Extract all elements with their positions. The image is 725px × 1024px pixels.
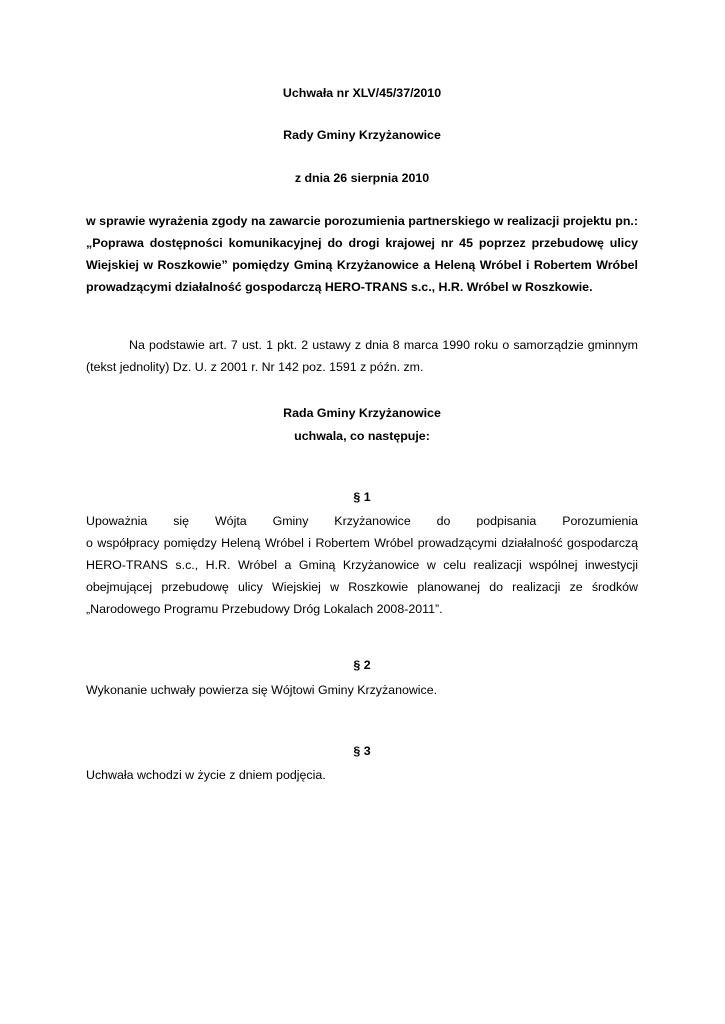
section-3-line: Uchwała wchodzi w życie z dniem podjęcia. [86,768,326,782]
legal-basis [86,334,638,378]
section-1-line: „Narodowego Programu Przebudowy Dróg Lokalach 2008-2011”. [86,602,443,616]
subject-line: prowadzącymi działalność gospodarczą HERO-TRANS s.c., H.R. Wróbel w Roszkowie. [86,280,593,294]
section-2-heading: § 2 [353,658,371,672]
council-name: Rada Gminy Krzyżanowice [283,406,441,420]
section-1-line: HERO-TRANS s.c., H.R. Wróbel a Gminą Krzyżanowice w celu realizacji wspólnej inwestycji [86,558,638,572]
resolution-date: z dnia 26 sierpnia 2010 [294,171,430,185]
resolution-number: Uchwała nr XLV/45/37/2010 [282,86,442,100]
section-1-line: obejmującej przebudowę ulicy Wiejskiej w Roszkowie planowanej do realizacji ze środków [86,580,638,594]
section-1-body [86,510,638,620]
section-2-line: Wykonanie uchwały powierza się Wójtowi Gminy Krzyżanowice. [86,683,438,697]
resolves-statement: uchwala, co następuje: [294,429,430,443]
section-3-body [86,764,638,786]
section-1-line: o współpracy pomiędzy Heleną Wróbel i Robertem Wróbel prowadzącymi działalność gospodarczą [86,536,638,550]
section-2-body [86,679,638,701]
legal-basis-line: Na podstawie art. 7 ust. 1 pkt. 2 ustawy z dnia 8 marca 1990 roku o samorządzie gminnym [129,338,638,352]
resolution-subject [86,210,638,298]
legal-basis-line: (tekst jednolity) Dz. U. z 2001 r. Nr 142 poz. 1591 z późn. zm. [86,360,424,374]
section-3-heading: § 3 [353,744,371,758]
issuing-body: Rady Gminy Krzyżanowice [283,128,441,142]
subject-line: „Poprawa dostępności komunikacyjnej do drogi krajowej nr 45 poprzez przebudowę ulicy [86,236,638,250]
subject-line: w sprawie wyrażenia zgody na zawarcie porozumienia partnerskiego w realizacji projektu pn.: [86,214,638,228]
section-1-heading: § 1 [353,490,371,504]
section-1-line: Upoważnia się Wójta Gminy Krzyżanowice do podpisania Porozumienia [86,514,638,528]
subject-line: Wiejskiej w Roszkowie” pomiędzy Gminą Krzyżanowice a Heleną Wróbel i Robertem Wróbel [86,258,638,272]
